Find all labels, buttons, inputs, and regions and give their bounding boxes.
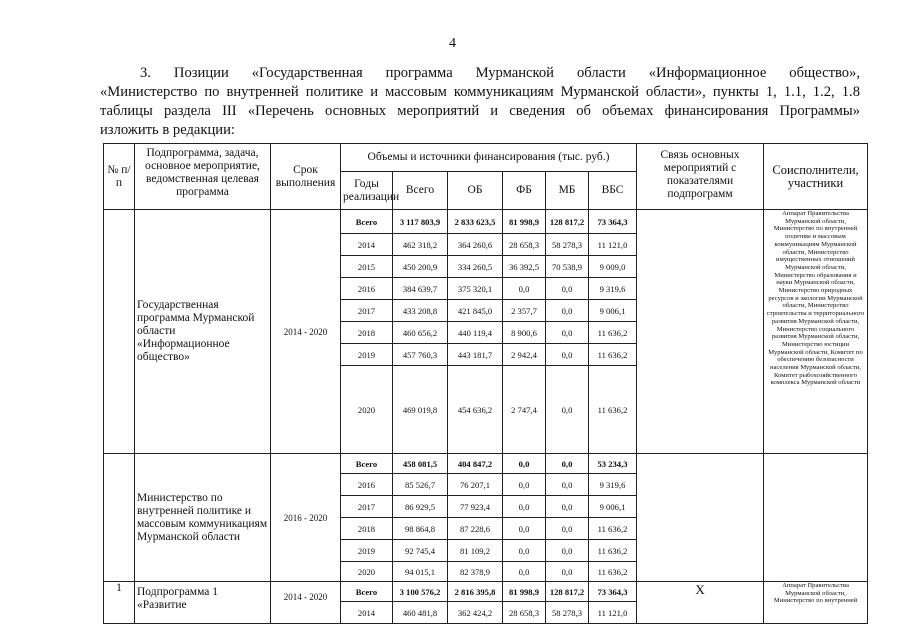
total-cell: 85 526,7: [393, 474, 448, 496]
mb-cell: 0,0: [546, 344, 589, 366]
ob-cell: 2 833 623,5: [448, 210, 503, 234]
mb-cell: 0,0: [546, 496, 589, 518]
subprogram-period: 2014 - 2020: [271, 582, 341, 624]
mb-cell: 58 278,3: [546, 234, 589, 256]
total-cell: 462 318,2: [393, 234, 448, 256]
ob-cell: 77 923,4: [448, 496, 503, 518]
fb-cell: 28 658,3: [503, 602, 546, 624]
total-cell: 92 745,4: [393, 540, 448, 562]
header-total: Всего: [393, 172, 448, 210]
ob-cell: 362 424,2: [448, 602, 503, 624]
fb-cell: 81 998,9: [503, 210, 546, 234]
fb-cell: 0,0: [503, 454, 546, 474]
header-years: Годы реализации: [341, 172, 393, 210]
total-cell: 450 200,9: [393, 256, 448, 278]
total-cell: 460 481,8: [393, 602, 448, 624]
coexec-cell: Аппарат Правительства Мурманской области, Министерство по внутренней: [764, 582, 868, 624]
mb-cell: 58 278,3: [546, 602, 589, 624]
header-subprogram: Подпрограмма, задача, основное мероприятие, ведомственная целевая программа: [135, 144, 271, 210]
vbs-cell: 11 636,2: [589, 344, 637, 366]
ob-cell: 2 816 395,8: [448, 582, 503, 602]
total-cell: 469 019,8: [393, 366, 448, 454]
year-cell: Всего: [341, 582, 393, 602]
table-row: [104, 210, 868, 234]
year-cell: Всего: [341, 210, 393, 234]
mb-cell: 128 817,2: [546, 210, 589, 234]
ob-cell: 334 260,5: [448, 256, 503, 278]
header-mb: МБ: [546, 172, 589, 210]
total-cell: 98 864,8: [393, 518, 448, 540]
ob-cell: 443 181,7: [448, 344, 503, 366]
table-row: [104, 454, 868, 474]
header-period: Срок выполнения: [271, 144, 341, 210]
year-cell: 2018: [341, 518, 393, 540]
vbs-cell: 11 121,0: [589, 602, 637, 624]
year-cell: 2016: [341, 474, 393, 496]
fb-cell: 8 900,6: [503, 322, 546, 344]
ob-cell: 76 207,1: [448, 474, 503, 496]
intro-paragraph: [100, 64, 860, 140]
year-cell: 2018: [341, 322, 393, 344]
coexec-cell: Аппарат Правительства Мурманской области, Министерство по внутренней политике и массовым коммуникациям Мурманской области, Министерство имущественных отношений Мурманской области, Министерство образования и науки Мурманской области, Министерство природных ресурсов и экологии Мурманской области, Министерство строительства и территориального развития Мурманской области, Министерство социального развития Мурманской области, Министерство юстиции Мурманской области, Комитет по обеспечению безопасности населения Мурманской области, Комитет рыбохозяйственного комплекса Мурманской области: [764, 210, 868, 454]
year-cell: 2015: [341, 256, 393, 278]
total-cell: 460 656,2: [393, 322, 448, 344]
program-name: Государственная программа Мурманской области «Информационное общество»: [135, 210, 271, 454]
fb-cell: 0,0: [503, 496, 546, 518]
year-cell: 2014: [341, 602, 393, 624]
header-fb: ФБ: [503, 172, 546, 210]
ministry-name: Министерство по внутренней политике и массовым коммуникациям Мурманской области: [135, 454, 271, 582]
vbs-cell: 11 636,2: [589, 540, 637, 562]
fb-cell: 0,0: [503, 518, 546, 540]
total-cell: 3 100 576,2: [393, 582, 448, 602]
vbs-cell: 11 636,2: [589, 562, 637, 582]
ob-cell: 375 320,1: [448, 278, 503, 300]
year-cell: 2016: [341, 278, 393, 300]
fb-cell: 0,0: [503, 540, 546, 562]
year-cell: Всего: [341, 454, 393, 474]
header-link: Связь основных мероприятий с показателями подпрограмм: [637, 144, 764, 210]
year-cell: 2014: [341, 234, 393, 256]
ob-cell: 404 847,2: [448, 454, 503, 474]
total-cell: 94 015,1: [393, 562, 448, 582]
link-cell: [637, 210, 764, 454]
header-vbs: ВБС: [589, 172, 637, 210]
year-cell: 2017: [341, 300, 393, 322]
fb-cell: 36 392,5: [503, 256, 546, 278]
index-cell: [104, 454, 135, 582]
total-cell: 384 639,7: [393, 278, 448, 300]
mb-cell: 0,0: [546, 474, 589, 496]
year-cell: 2019: [341, 344, 393, 366]
year-cell: 2020: [341, 366, 393, 454]
subprogram-name-line-1: Подпрограмма 1: [137, 586, 219, 598]
intro-line-4: изложить в редакции:: [100, 122, 235, 138]
ob-cell: 87 228,6: [448, 518, 503, 540]
total-cell: 86 929,5: [393, 496, 448, 518]
coexec-cell: [764, 454, 868, 582]
mb-cell: 0,0: [546, 540, 589, 562]
year-cell: 2019: [341, 540, 393, 562]
link-cell: [637, 454, 764, 582]
program-period: 2014 - 2020: [271, 210, 341, 454]
ob-cell: 82 378,9: [448, 562, 503, 582]
mb-cell: 128 817,2: [546, 582, 589, 602]
fb-cell: 81 998,9: [503, 582, 546, 602]
vbs-cell: 11 636,2: [589, 518, 637, 540]
page-number: 4: [449, 36, 456, 51]
mb-cell: 0,0: [546, 278, 589, 300]
vbs-cell: 11 636,2: [589, 366, 637, 454]
vbs-cell: 9 319,6: [589, 474, 637, 496]
ob-cell: 81 109,2: [448, 540, 503, 562]
year-cell: 2020: [341, 562, 393, 582]
ob-cell: 364 260,6: [448, 234, 503, 256]
fb-cell: 28 658,3: [503, 234, 546, 256]
vbs-cell: 73 364,3: [589, 210, 637, 234]
ob-cell: 454 636,2: [448, 366, 503, 454]
intro-line-3: таблицы раздела III «Перечень основных мероприятий и сведения об объемах финансирования Программы»: [100, 103, 860, 119]
ministry-period: 2016 - 2020: [271, 454, 341, 582]
mb-cell: 0,0: [546, 562, 589, 582]
mb-cell: 0,0: [546, 322, 589, 344]
vbs-cell: 11 121,0: [589, 234, 637, 256]
total-cell: 433 208,8: [393, 300, 448, 322]
fb-cell: 2 747,4: [503, 366, 546, 454]
fb-cell: 0,0: [503, 278, 546, 300]
intro-line-2: «Министерство по внутренней политике и массовым коммуникациям Мурманской области», пункты 1, 1.1, 1.2, 1.8: [100, 84, 860, 100]
table-row: [104, 582, 868, 602]
total-cell: 458 081,5: [393, 454, 448, 474]
header-ob: ОБ: [448, 172, 503, 210]
vbs-cell: 9 009,0: [589, 256, 637, 278]
mb-cell: 0,0: [546, 366, 589, 454]
fb-cell: 0,0: [503, 474, 546, 496]
vbs-cell: 11 636,2: [589, 322, 637, 344]
vbs-cell: 9 006,1: [589, 496, 637, 518]
ob-cell: 440 119,4: [448, 322, 503, 344]
year-cell: 2017: [341, 496, 393, 518]
mb-cell: 0,0: [546, 518, 589, 540]
vbs-cell: 73 364,3: [589, 582, 637, 602]
header-num: № п/п: [104, 144, 135, 210]
mb-cell: 0,0: [546, 454, 589, 474]
financing-table: [103, 143, 868, 624]
mb-cell: 70 538,9: [546, 256, 589, 278]
subprogram-name: [135, 582, 271, 624]
subprogram-name-line-2: «Развитие: [137, 599, 187, 611]
fb-cell: 2 942,4: [503, 344, 546, 366]
vbs-cell: 53 234,3: [589, 454, 637, 474]
fb-cell: 0,0: [503, 562, 546, 582]
link-cell: Х: [637, 582, 764, 624]
fb-cell: 2 357,7: [503, 300, 546, 322]
index-cell: [104, 210, 135, 454]
intro-line-1: 3. Позиции «Государственная программа Мурманской области «Информационное общество»,: [140, 65, 860, 81]
total-cell: 457 760,3: [393, 344, 448, 366]
mb-cell: 0,0: [546, 300, 589, 322]
header-coexec: Соисполнители, участники: [764, 144, 868, 210]
header-financing: Объемы и источники финансирования (тыс. руб.): [341, 144, 637, 172]
vbs-cell: 9 006,1: [589, 300, 637, 322]
ob-cell: 421 845,0: [448, 300, 503, 322]
index-cell: 1: [104, 582, 135, 624]
total-cell: 3 117 803,9: [393, 210, 448, 234]
vbs-cell: 9 319,6: [589, 278, 637, 300]
